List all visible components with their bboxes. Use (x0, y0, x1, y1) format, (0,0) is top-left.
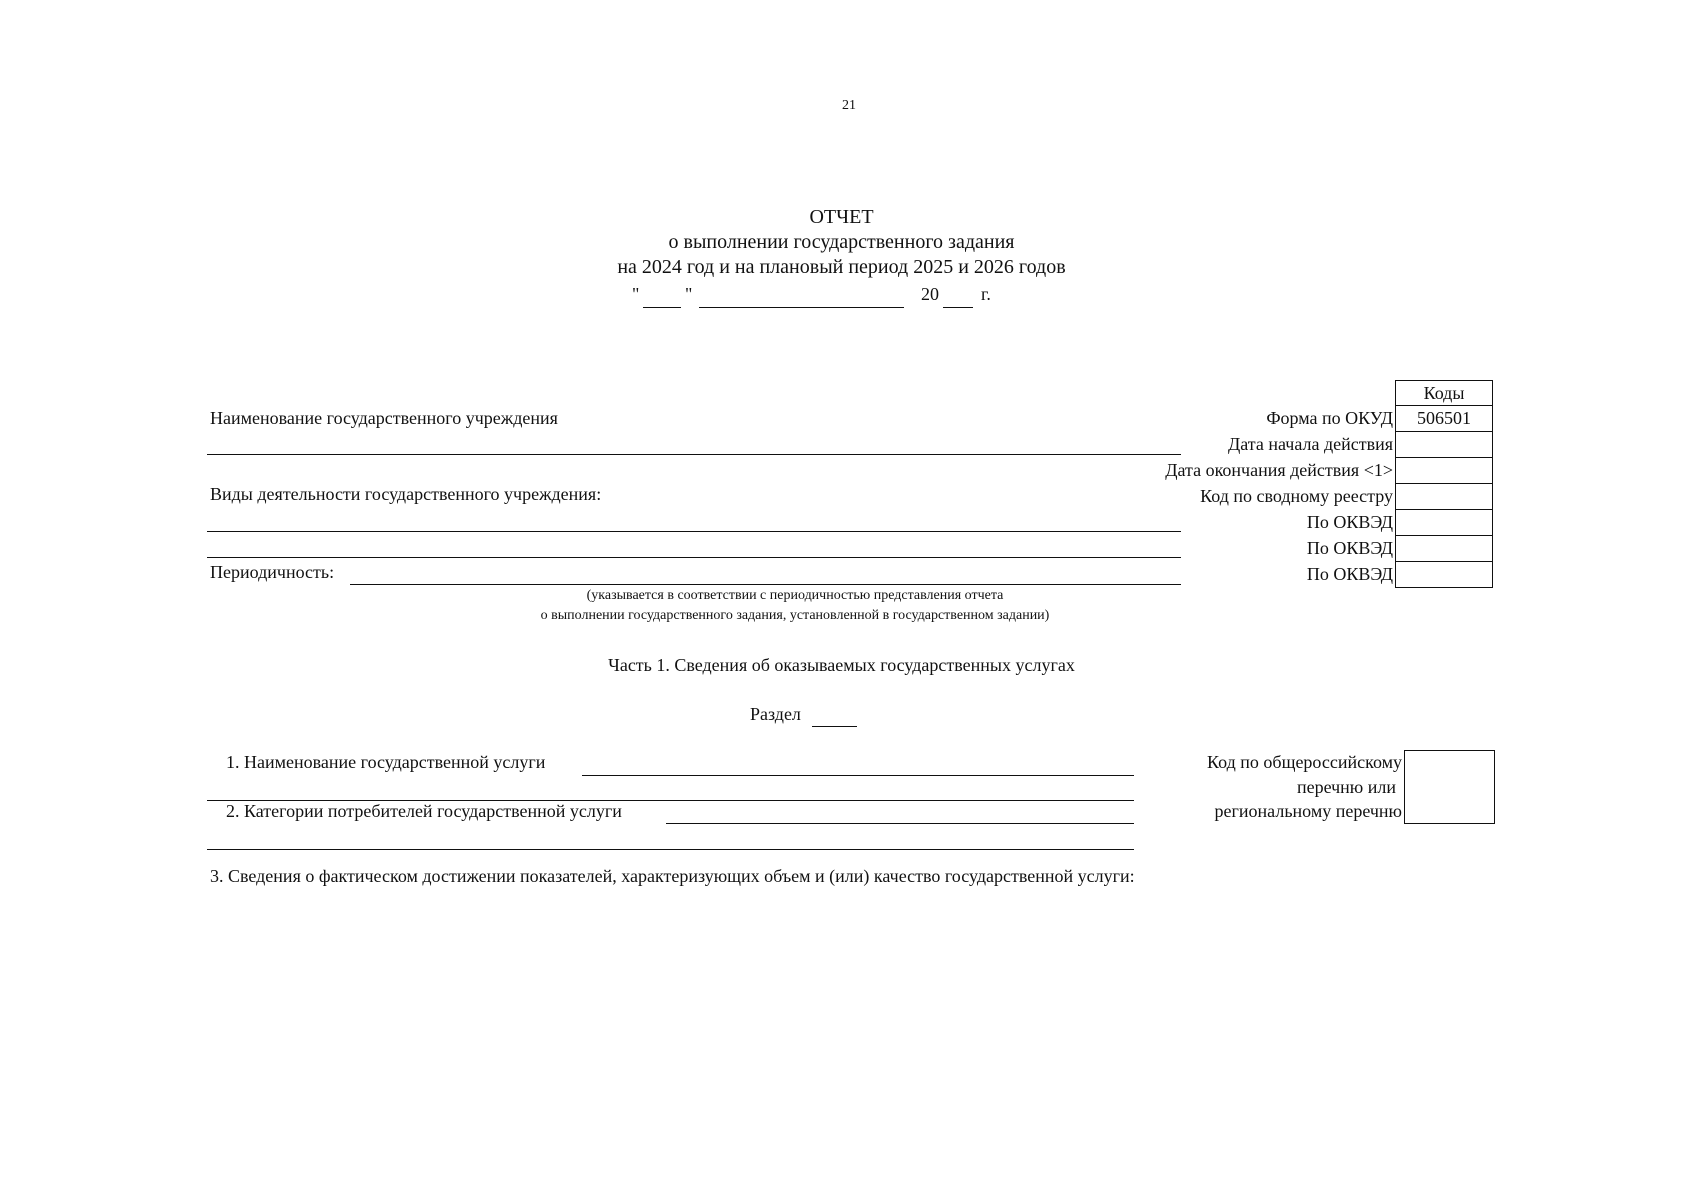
section-number-field[interactable] (812, 726, 857, 727)
activities-field-1[interactable] (207, 531, 1181, 532)
indicators-heading: 3. Сведения о фактическом достижении показателей, характеризующих объем и (или) качество государственной услуги: (210, 866, 1135, 886)
periodicity-field[interactable] (350, 584, 1181, 585)
periodicity-note-2: о выполнении государственного задания, установленной в государственном задании) (540, 608, 1050, 623)
codes-header: Коды (1396, 381, 1493, 406)
codes-value-end-date[interactable] (1396, 458, 1493, 484)
consumers-label: 2. Категории потребителей государственной услуги (226, 801, 622, 821)
registry-code-label-3: региональному перечню (1214, 801, 1402, 821)
date-quote-close: " (685, 284, 693, 304)
periodicity-note-1: (указывается в соответствии с периодичностью представления отчета (586, 588, 1004, 603)
date-day-field[interactable] (643, 307, 681, 308)
codes-value-okved-3[interactable] (1396, 562, 1493, 588)
institution-label: Наименование государственного учреждения (210, 408, 558, 428)
date-suffix: г. (981, 284, 991, 304)
codes-label-start-date: Дата начала действия (1228, 434, 1393, 454)
report-title: ОТЧЕТ (809, 206, 874, 228)
codes-value-start-date[interactable] (1396, 432, 1493, 458)
codes-label-okud: Форма по ОКУД (1266, 408, 1393, 428)
codes-label-okved-3: По ОКВЭД (1306, 564, 1393, 584)
codes-value-okved-1[interactable] (1396, 510, 1493, 536)
report-subtitle-2: на 2024 год и на плановый период 2025 и 2026 годов (617, 256, 1066, 278)
codes-value-registry[interactable] (1396, 484, 1493, 510)
report-subtitle-1: о выполнении государственного задания (668, 231, 1015, 253)
codes-table (1395, 380, 1493, 588)
date-month-field[interactable] (699, 307, 904, 308)
part1-title: Часть 1. Сведения об оказываемых государственных услугах (608, 655, 1075, 675)
service-name-field[interactable] (582, 775, 1134, 776)
codes-label-end-date: Дата окончания действия <1> (1165, 460, 1393, 480)
date-year-field[interactable] (943, 307, 973, 308)
consumers-field[interactable] (666, 823, 1134, 824)
activities-field-2[interactable] (207, 557, 1181, 558)
codes-label-registry: Код по сводному реестру (1200, 486, 1393, 506)
codes-value-okud[interactable]: 506501 (1396, 406, 1493, 432)
codes-label-okved-1: По ОКВЭД (1306, 512, 1393, 532)
registry-code-label-1: Код по общероссийскому (1207, 752, 1402, 772)
page-number: 21 (842, 98, 856, 113)
registry-code-box[interactable] (1404, 750, 1495, 824)
date-year-prefix: 20 (921, 284, 939, 304)
institution-name-field[interactable] (207, 454, 1181, 455)
section-label: Раздел (750, 704, 801, 724)
periodicity-label: Периодичность: (210, 562, 335, 582)
activities-label: Виды деятельности государственного учреждения: (210, 484, 602, 504)
codes-labels (1100, 405, 1393, 587)
registry-code-label-2: перечню или (1296, 777, 1396, 797)
codes-label-okved-2: По ОКВЭД (1306, 538, 1393, 558)
service-name-label: 1. Наименование государственной услуги (226, 752, 546, 772)
date-quote-open: " (632, 284, 640, 304)
codes-value-okved-2[interactable] (1396, 536, 1493, 562)
consumers-field-2[interactable] (207, 849, 1134, 850)
